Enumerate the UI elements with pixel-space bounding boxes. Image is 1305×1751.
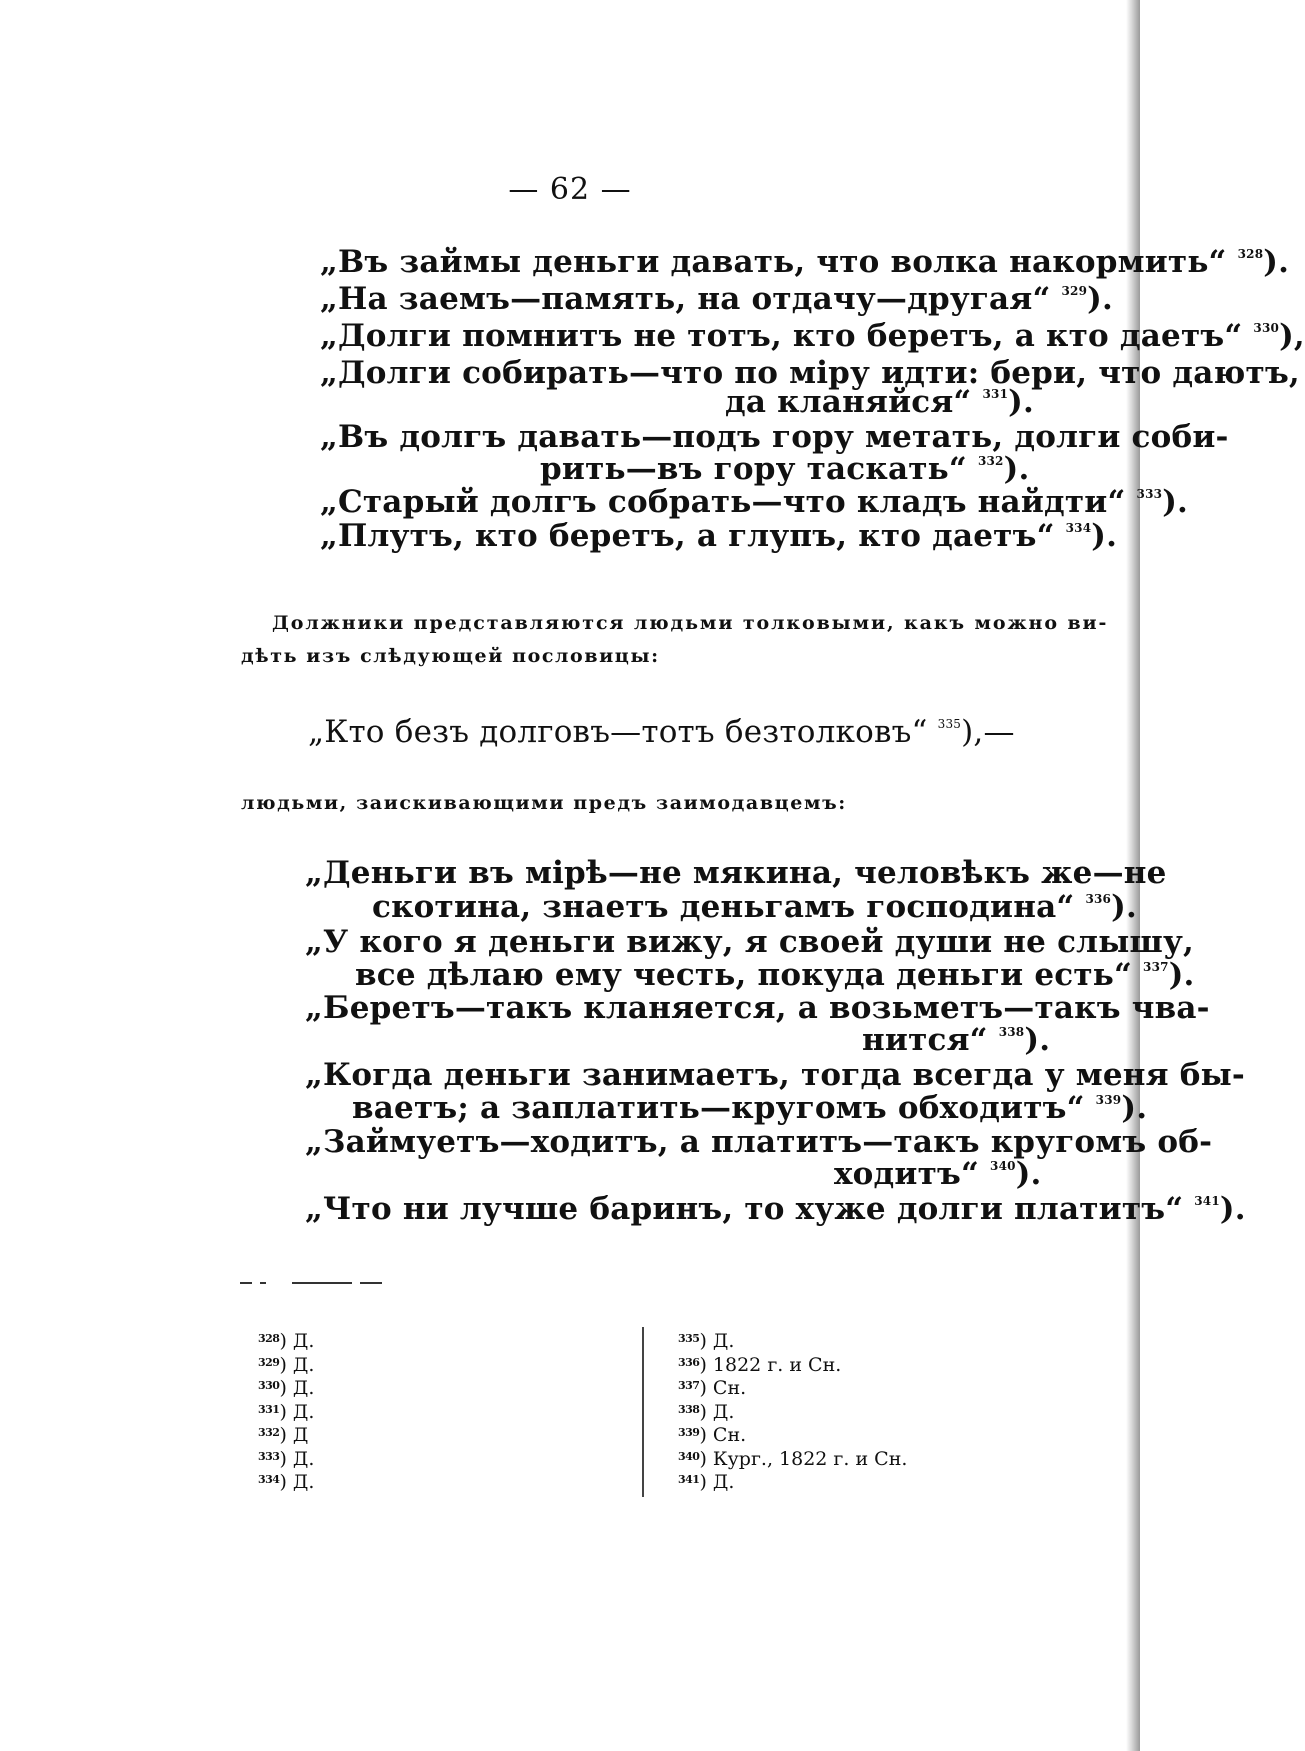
footnote-separator (292, 1282, 352, 1284)
footnote: $^{329}$) Д. (258, 1353, 315, 1376)
footnote: $^{328}$) Д. (258, 1330, 315, 1352)
verse-line: „Въ долгъ давать—подъ гору метать, долги соби- (320, 419, 1229, 455)
footnote: $^{336}$) 1822 г. и Сн. (678, 1353, 842, 1376)
footnote-ref: 340 (990, 1159, 1016, 1173)
footnote-ref: 331 (982, 387, 1009, 401)
footnote-ref: 334 (1065, 521, 1092, 535)
verse-line: „На заемъ—память, на отдачу—другая“ $^{329}$). (320, 281, 1113, 317)
footnote-ref: 335 (937, 717, 962, 731)
verse-line: все дѣлаю ему честь, покуда деньги есть“ $^{337}$). (355, 957, 1195, 993)
footnote: $^{334}$) Д. (258, 1471, 315, 1493)
verse-line: „Въ займы деньги давать, что волка накормить“ $^{328}$). (320, 244, 1290, 280)
prose-paragraph-2: людьми, заискивающими предъ заимодавцемъ: (241, 792, 847, 814)
footnote: $^{341}$) Д. (678, 1471, 735, 1493)
footnote: $^{332}$) Д (258, 1424, 309, 1446)
footnote: $^{335}$) Д. (678, 1330, 735, 1352)
verse-line: „Деньги въ мірѣ—не мякина, человѣкъ же—не (305, 855, 1167, 891)
verse-line: „Старый долгъ собрать—что кладъ найдти“ $^{333}$). (320, 484, 1189, 520)
footnote-ref: 336 (1085, 892, 1112, 906)
footnote-ref: 330 (1253, 321, 1280, 335)
footnote: $^{337}$) Сн. (678, 1377, 747, 1399)
verse-line: ходитъ“ $^{340}$). (834, 1156, 1042, 1192)
verse-line: „Долги помнитъ не тотъ, кто беретъ, а кто даетъ“ $^{330}$), (320, 318, 1305, 354)
verse-line: „Что ни лучше баринъ, то хуже долги платитъ“ $^{341}$). (305, 1191, 1246, 1227)
footnote-ref: 339 (1095, 1093, 1122, 1107)
page-number: — 62 — (508, 172, 632, 207)
footnote: $^{331}$) Д. (258, 1400, 315, 1423)
footnote: $^{339}$) Сн. (678, 1424, 747, 1446)
footnote-ref: 337 (1143, 960, 1169, 974)
footnote-ref: 332 (977, 454, 1004, 468)
prose-line: дѣть изъ слѣдующей пословицы: (241, 645, 660, 667)
footnote-ref: 328 (1237, 247, 1264, 261)
verse-line: „Долги собирать—что по міру идти: бери, что даютъ, (320, 355, 1300, 391)
verse-line: „Плутъ, кто беретъ, а глупъ, кто даетъ“ $^{334}$). (320, 518, 1118, 554)
footnote: $^{340}$) Кург., 1822 г. и Сн. (678, 1447, 908, 1470)
footnote-ref: 338 (998, 1025, 1025, 1039)
footnotes-right (678, 1330, 907, 1495)
verse-line: „У кого я деньги вижу, я своей души не слышу, (305, 924, 1195, 960)
footnotes-left (258, 1330, 314, 1495)
footnote-ref: 333 (1136, 487, 1163, 501)
verse-line: скотина, знаетъ деньгамъ господина“ $^{336}$). (372, 889, 1137, 925)
footnote: $^{338}$) Д. (678, 1400, 735, 1423)
footnote: $^{333}$) Д. (258, 1447, 315, 1470)
verse-line: „Займуетъ—ходитъ, а платитъ—такъ кругомъ об- (305, 1124, 1213, 1160)
footnote: $^{330}$) Д. (258, 1377, 315, 1399)
footnote-separator (360, 1282, 382, 1284)
verse-line: „Беретъ—такъ кланяется, а возьметъ—такъ чва- (305, 990, 1210, 1026)
footnote-separator (240, 1282, 252, 1284)
footnote-ref: 329 (1061, 284, 1088, 298)
verse-line: „Когда деньги занимаетъ, тогда всегда у меня бы- (305, 1057, 1245, 1093)
verse-line: нится“ $^{338}$). (862, 1022, 1051, 1058)
verse-line: рить—въ гору таскать“ $^{332}$). (540, 451, 1030, 487)
footnote-separator (260, 1282, 266, 1284)
verse-line: „Кто безъ долговъ—тотъ безтолковъ“ $^{335}$),— (308, 714, 1015, 750)
prose-line: Должники представляются людьми толковыми, какъ можно ви- (272, 612, 1109, 634)
footnote-column-divider (642, 1327, 644, 1497)
verse-line: ваетъ; а заплатить—кругомъ обходитъ“ $^{339}$). (352, 1090, 1148, 1126)
footnote-ref: 341 (1194, 1194, 1220, 1208)
verse-line: да кланяйся“ $^{331}$). (725, 384, 1034, 420)
